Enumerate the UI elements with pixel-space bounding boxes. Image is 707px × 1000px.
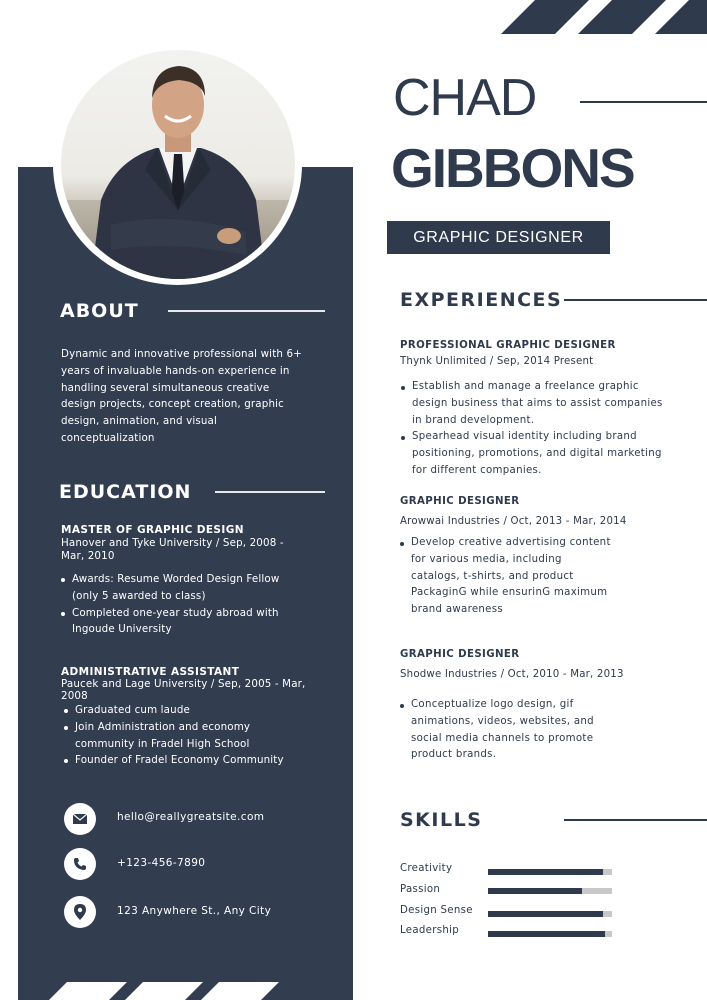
about-heading: ABOUT: [60, 300, 139, 322]
profile-photo: [61, 50, 295, 279]
job-title: GRAPHIC DESIGNER: [400, 649, 520, 660]
bullet-line: Completed one-year study abroad with: [72, 606, 279, 619]
bullet-line: (only 5 awarded to class): [72, 589, 206, 602]
job-bullets: [401, 379, 701, 480]
about-line: years of invaluable hands-on experience in: [61, 364, 290, 377]
bullet-line: positioning, promotions, and digital marketing: [412, 448, 662, 460]
list-item: [400, 697, 700, 764]
education-degree: MASTER OF GRAPHIC DESIGN: [61, 524, 244, 536]
school-line: 2008: [61, 690, 88, 702]
list-item: [400, 535, 700, 619]
list-item: [401, 429, 701, 479]
bullet-line: Ingoude University: [72, 623, 172, 636]
education-heading: EDUCATION: [59, 481, 192, 503]
list-item: [401, 379, 701, 429]
about-divider: [168, 310, 325, 312]
education-school: [61, 537, 331, 563]
skill-bar-fill: [488, 888, 582, 894]
education-degree: ADMINISTRATIVE ASSISTANT: [61, 666, 240, 678]
skill-bar-fill: [488, 911, 603, 917]
skill-label: Design Sense: [400, 905, 473, 916]
education-divider: [215, 491, 325, 493]
bullet-line: in brand development.: [412, 414, 535, 426]
about-line: design projects, concept creation, graphic: [61, 398, 284, 411]
bullet-line: product brands.: [411, 749, 497, 761]
list-item: [64, 702, 334, 719]
last-name: GIBBONS: [391, 137, 634, 199]
about-line: design, animation, and visual: [61, 415, 218, 428]
decor-stripe: [578, 0, 666, 34]
bullet-line: Graduated cum laude: [75, 704, 190, 716]
skill-label: Passion: [400, 884, 441, 895]
phone-icon: [64, 848, 96, 880]
experiences-divider: [564, 299, 707, 301]
decor-stripe: [49, 982, 127, 1000]
skills-heading: SKILLS: [400, 809, 483, 831]
about-line: conceptualization: [61, 431, 155, 444]
skill-label: Creativity: [400, 863, 453, 874]
bullet-line: Founder of Fradel Economy Community: [75, 754, 284, 767]
job-title: PROFESSIONAL GRAPHIC DESIGNER: [400, 340, 616, 351]
address-text: 123 Anywhere St., Any City: [117, 905, 272, 917]
role-badge: GRAPHIC DESIGNER: [387, 221, 610, 254]
skill-bar: [488, 931, 612, 937]
skill-label: Leadership: [400, 925, 459, 936]
skill-bar: [488, 911, 612, 917]
school-line: Hanover and Tyke University / Sep, 2008 -: [61, 537, 284, 549]
skills-divider: [564, 819, 707, 821]
bullet-line: Join Administration and economy: [75, 720, 251, 733]
skill-bar: [488, 869, 612, 875]
job-company: Arowwai Industries / Oct, 2013 - Mar, 2014: [400, 516, 627, 527]
job-bullets: [400, 535, 700, 619]
education-bullets: [64, 702, 334, 769]
bullet-line: brand awareness: [411, 604, 503, 616]
location-icon: [64, 896, 96, 928]
education-school: [61, 678, 331, 702]
bullet-line: Conceptualize logo design, gif: [411, 699, 574, 710]
school-line: Mar, 2010: [61, 550, 115, 562]
bullet-line: design business that aims to assist companies: [412, 397, 663, 409]
skill-bar-fill: [488, 869, 603, 875]
bullet-line: Awards: Resume Worded Design Fellow: [72, 573, 280, 585]
decor-stripe: [655, 0, 707, 34]
job-company: Shodwe Industries / Oct, 2010 - Mar, 2013: [400, 669, 624, 680]
bullet-line: animations, videos, websites, and: [411, 715, 594, 727]
decor-stripe: [125, 982, 203, 1000]
decor-stripe: [501, 0, 589, 34]
skill-bar: [488, 888, 612, 894]
bullet-line: for different companies.: [412, 464, 542, 476]
job-title: GRAPHIC DESIGNER: [400, 496, 520, 507]
bullet-line: Establish and manage a freelance graphic: [412, 381, 639, 392]
job-company: Thynk Unlimited / Sep, 2014 Present: [400, 356, 594, 367]
education-bullets: [61, 571, 331, 638]
person-illustration: [61, 50, 295, 279]
email-text[interactable]: hello@reallygreatsite.com: [117, 811, 265, 823]
about-line: Dynamic and innovative professional with 6+: [61, 348, 302, 360]
list-item: [64, 752, 334, 769]
phone-text[interactable]: +123-456-7890: [117, 857, 206, 869]
first-name: CHAD: [393, 69, 537, 127]
bullet-line: community in Fradel High School: [75, 737, 250, 750]
about-line: handling several simultaneous creative: [61, 381, 270, 394]
bullet-line: PackaginG while ensurinG maximum: [411, 587, 608, 599]
skill-bar-fill: [488, 931, 605, 937]
list-item: [61, 605, 331, 639]
decor-stripe: [201, 982, 279, 1000]
name-divider: [580, 101, 707, 103]
bullet-line: Spearhead visual identity including brand: [412, 431, 637, 443]
bullet-line: social media channels to promote: [411, 732, 594, 744]
experiences-heading: EXPERIENCES: [400, 289, 563, 311]
school-line: Paucek and Lage University / Sep, 2005 - Mar,: [61, 678, 306, 690]
list-item: [64, 719, 334, 753]
about-text: [61, 346, 331, 447]
bullet-line: Develop creative advertising content: [411, 537, 611, 548]
bullet-line: for various media, including: [411, 553, 562, 565]
bullet-line: catalogs, t-shirts, and product: [411, 570, 574, 582]
list-item: [61, 571, 331, 605]
job-bullets: [400, 697, 700, 764]
email-icon: [64, 803, 96, 835]
